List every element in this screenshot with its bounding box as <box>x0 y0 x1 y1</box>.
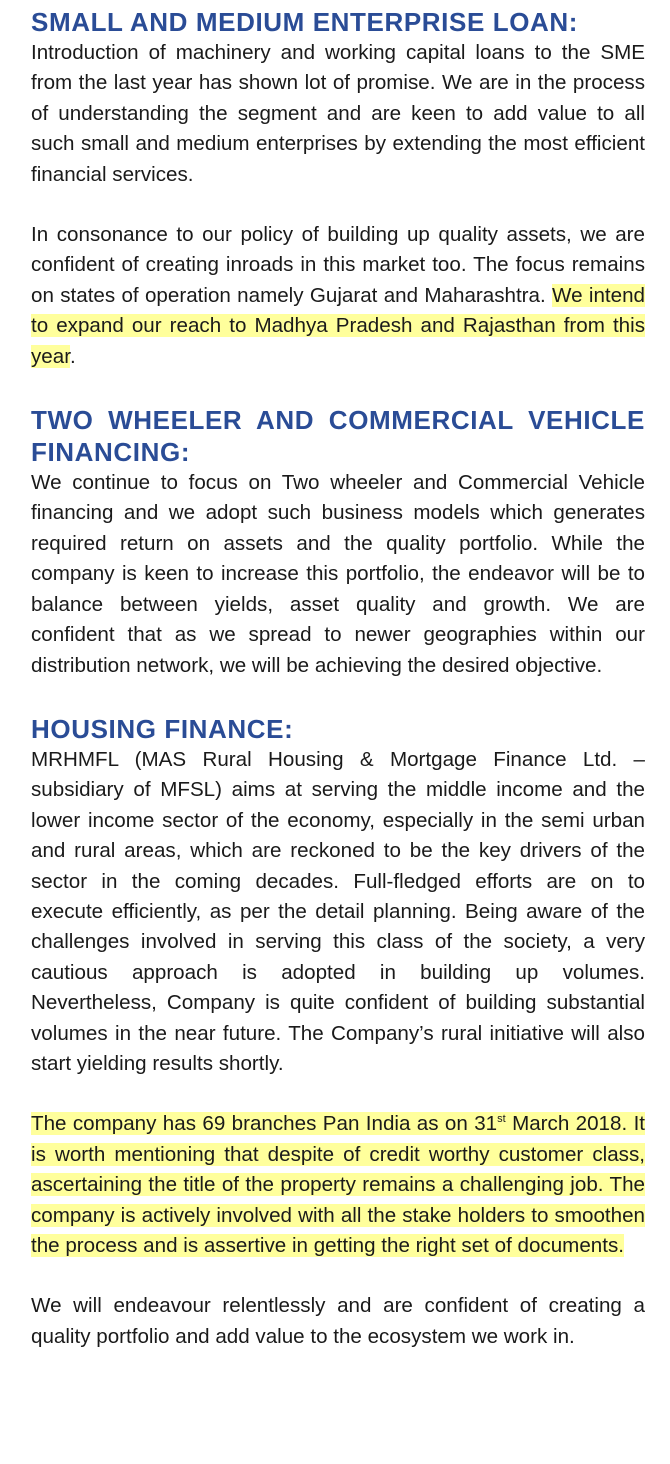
paragraph: Introduction of machinery and working capital loans to the SME from the last year has shown lot of promise. We are in the process of understanding the segment and are keen to add value to all such small and medium enterprises by extending the most efficient financial services. <box>31 41 645 186</box>
highlighted-text-part: March 2018. It is worth mentioning that despite of credit worthy customer class, ascertaining the title of the property remains a challenging job. The company is actively involved with all the stake holders to smoothen the process and is assertive in getting the right set of documents. <box>31 1112 646 1257</box>
section-heading: SMALL AND MEDIUM ENTERPRISE LOAN: <box>31 7 579 37</box>
highlighted-text-part: The company has 69 branches Pan India as on 31 <box>31 1112 498 1136</box>
section-sme-loan <box>31 6 645 372</box>
superscript: st <box>497 1113 506 1126</box>
section-heading: TWO WHEELER AND COMMERCIAL VEHICLE FINANCING: <box>31 405 645 468</box>
paragraph-text: In consonance to our policy of building up quality assets, we are confident of creating inroads in this market too. The focus remains on states of operation namely Gujarat and Maharashtra. <box>31 223 645 307</box>
paragraph <box>31 220 645 372</box>
paragraph-text: . <box>69 344 76 368</box>
section-two-wheeler <box>31 404 645 681</box>
paragraph: We will endeavour relentlessly and are confident of creating a quality portfolio and add value to the ecosystem we work in. <box>31 1294 645 1348</box>
document-page <box>31 6 645 1352</box>
section-housing-finance <box>31 713 645 1352</box>
highlighted-text <box>31 1112 645 1257</box>
paragraph: MRHMFL (MAS Rural Housing & Mortgage Finance Ltd. – subsidiary of MFSL) aims at serving the middle income and the lower income sector of the economy, especially in the semi urban and rural areas, which are reckoned to be the key drivers of the sector in the coming decades. Full-fledged efforts are on to execute efficiently, as per the detail planning. Being aware of the challenges involved in serving this class of the society, a very cautious approach is adopted in building up volumes. Nevertheless, Company is quite confident of building substantial volumes in the near future. The Company’s rural initiative will also start yielding results shortly. <box>31 747 645 1075</box>
highlighted-text: We intend to expand our reach to Madhya Pradesh and Rajasthan from this year <box>31 283 645 368</box>
paragraph <box>31 1109 645 1261</box>
section-heading: HOUSING FINANCE: <box>31 713 294 744</box>
paragraph: We continue to focus on Two wheeler and Commercial Vehicle financing and we adopt such business models which generates required return on assets and the quality portfolio. While the company is keen to increase this portfolio, the endeavor will be to balance between yields, asset quality and growth. We are confident that as we spread to newer geographies within our distribution network, we will be achieving the desired objective. <box>31 471 645 677</box>
